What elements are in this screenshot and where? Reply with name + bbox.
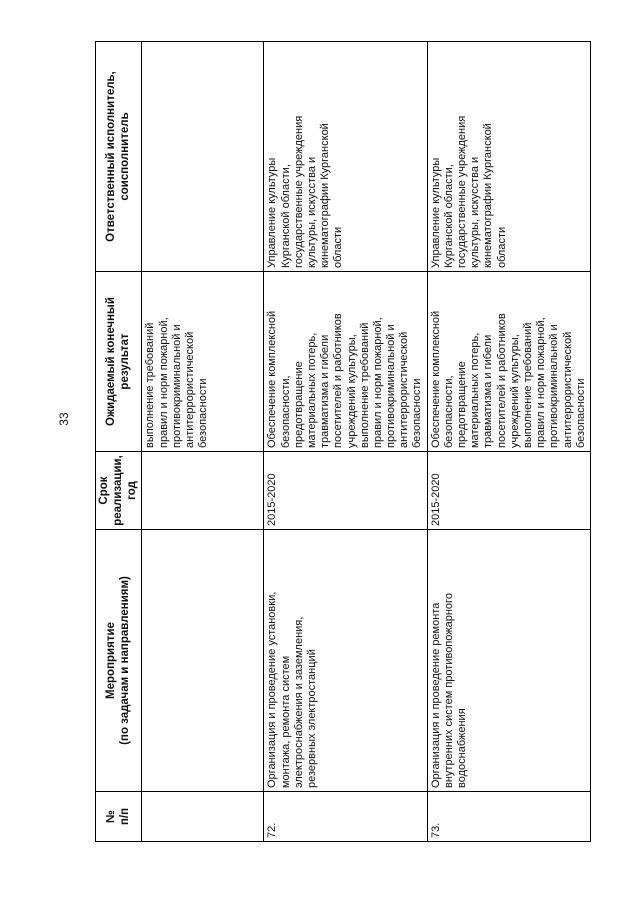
table-row: [142, 42, 264, 842]
cell-result: выполнение требований правил и норм пожарной, противокриминальной и антитеррористической безопасности: [142, 272, 264, 452]
cell-number: 72.: [264, 792, 427, 842]
cell-responsible: Управление культуры Курганской области, государственные учреждения культуры, искусства и кинематографии Курганской области: [427, 42, 590, 272]
cell-number: 73.: [427, 792, 590, 842]
cell-result: Обеспечение комплексной безопасности, предотвращение материальных потерь, травматизма и гибели посетителей и работников учреждений культуры, выполнение требований правил и норм пожарной, противокриминальной и антитеррористической безопасности: [264, 272, 427, 452]
table-row: [427, 42, 590, 842]
cell-activity: Организация и проведение установки, монтажа, ремонта систем электроснабжения и заземления, резервных электростанций: [264, 530, 427, 792]
header-result: Ожидаемый конечный результат: [96, 272, 142, 452]
cell-term: 2015-2020: [264, 452, 427, 530]
cell-responsible: Управление культуры Курганской области, государственные учреждения культуры, искусства и кинематографии Курганской области: [264, 42, 427, 272]
page-number: 33: [57, 412, 71, 426]
cell-result: Обеспечение комплексной безопасности, предотвращение материальных потерь, травматизма и гибели посетителей и работников учреждений культуры, выполнение требований правил и норм пожарной, противокриминальной и антитеррористической безопасности: [427, 272, 590, 452]
cell-responsible: [142, 42, 264, 272]
header-activity: Мероприятие (по задачам и направлениям): [96, 530, 142, 792]
header-number: № п/п: [96, 792, 142, 842]
cell-number: [142, 792, 264, 842]
cell-activity: [142, 530, 264, 792]
header-responsible: Ответственный исполнитель, соисполнитель: [96, 42, 142, 272]
cell-activity: Организация и проведение ремонта внутренних систем противопожарного водоснабжения: [427, 530, 590, 792]
table-row: [264, 42, 427, 842]
rotated-table-container: [95, 42, 587, 842]
activities-table: [95, 41, 591, 842]
cell-term: [142, 452, 264, 530]
cell-term: 2015-2020: [427, 452, 590, 530]
header-term: Срок реализации, год: [96, 452, 142, 530]
table-header-row: [96, 42, 142, 842]
